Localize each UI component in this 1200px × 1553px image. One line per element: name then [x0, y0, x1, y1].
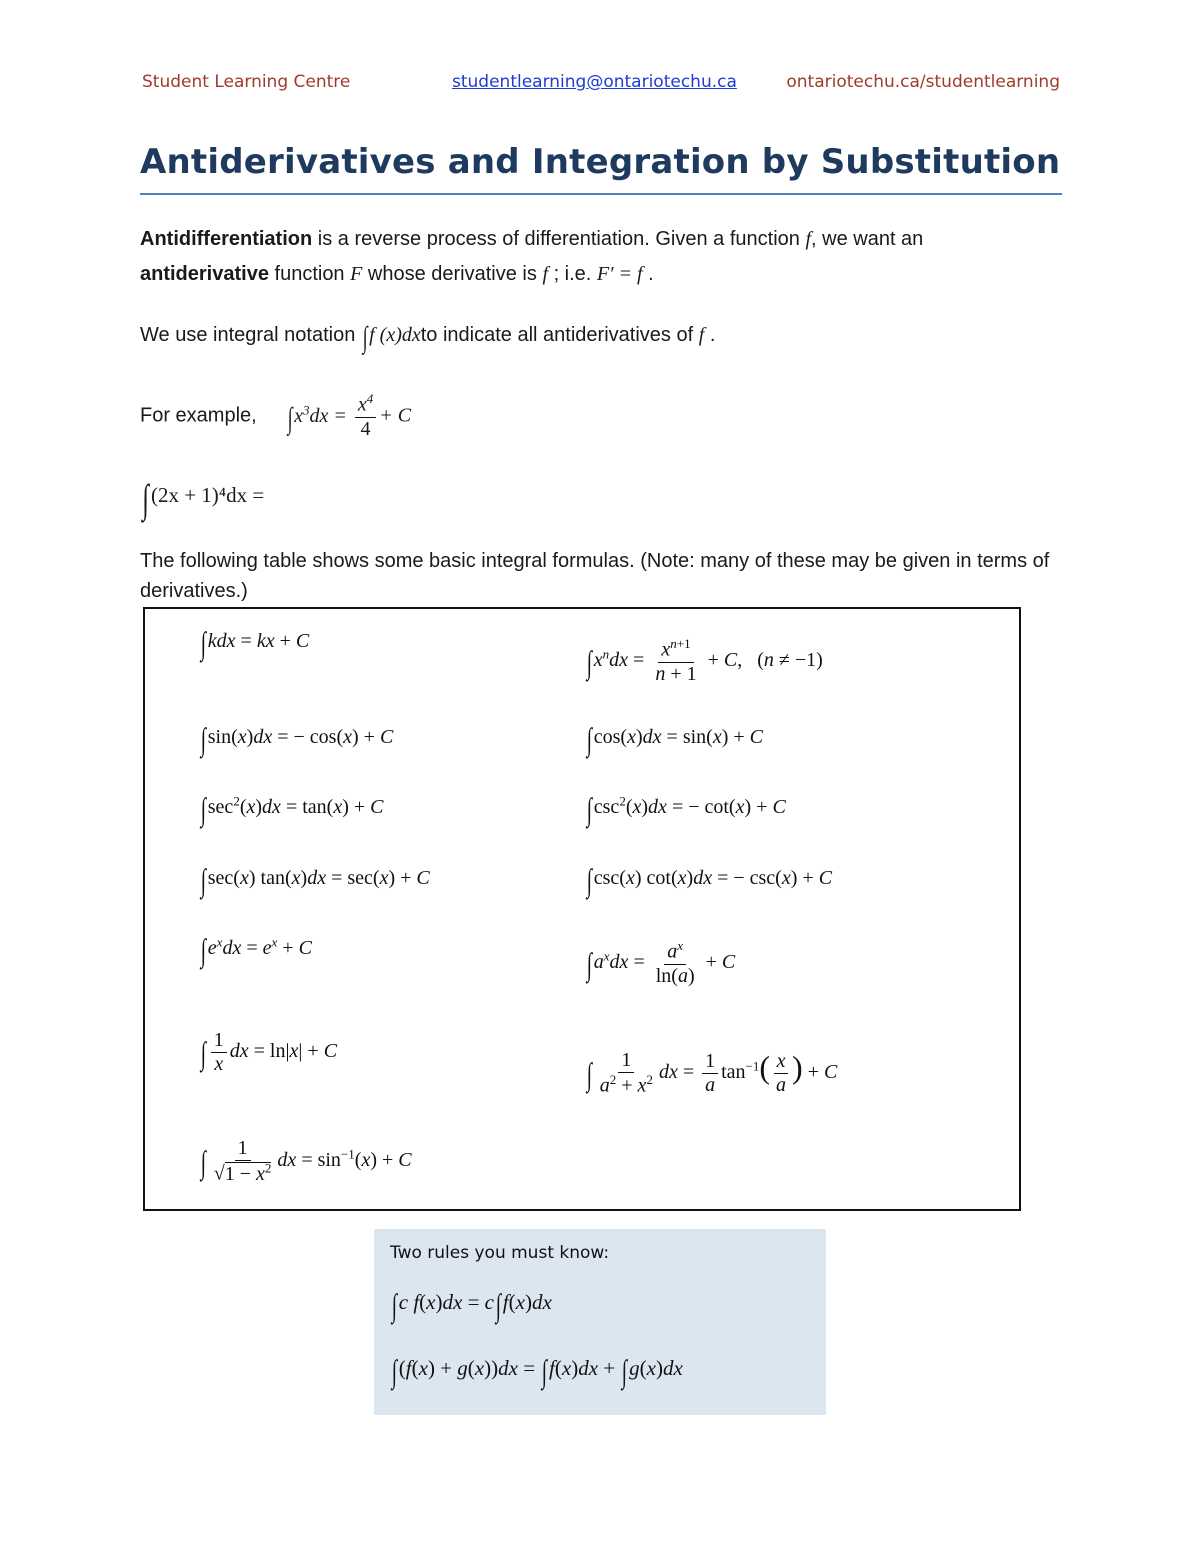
integral-notation: f (x)dx — [369, 324, 421, 346]
formula-reciprocal: ∫ $\frac{1}{x}$ dx = ln|x| + C — [200, 1029, 338, 1075]
formula-constant: ∫kdx = kx + C — [200, 625, 310, 661]
exercise-expression: (2x + 1)⁴dx = — [150, 483, 265, 507]
page-header — [142, 72, 1060, 98]
header-website: ontariotechu.ca/studentlearning — [786, 72, 1060, 92]
rule-constant-multiple: ∫c f(x)dx = c∫f(x)dx — [391, 1287, 552, 1323]
rule-sum: ∫(f(x) + g(x))dx = ∫f(x)dx + ∫g(x)dx — [391, 1353, 683, 1389]
term-antiderivative: antiderivative — [140, 263, 269, 285]
integral-sign: ∫ — [362, 321, 368, 354]
formula-table — [143, 607, 1021, 1211]
formula-exp: $\int e^xdx = e^x + C$ — [200, 932, 312, 968]
formula-arcsin: ∫ $\frac{1}{√1 - x^2}$ dx = $\sin^{-1}(x) + C$ — [200, 1137, 412, 1185]
formula-arctan: ∫ $\frac{1}{a^2 + x^2}$ dx = $\frac{1}{a}$ $\tan^{-1}$( $\frac{x}{a}$ ) + C — [586, 1049, 838, 1097]
exercise-line: ∫ (2x + 1)⁴dx = — [142, 476, 265, 521]
formula-a-power: $\int a^xdx$ = $\frac{a^x}{\ln(a)}$ + C — [586, 938, 736, 987]
formula-sec-squared: $\int\sec^2(x)dx = \tan(x) + C$ — [200, 791, 384, 827]
derivative-relation: F′ = f — [596, 263, 643, 285]
notation-paragraph: We use integral notation ∫f (x)dxto indicate all antiderivatives of f . — [140, 321, 716, 354]
formula-cos: ∫cos(x)dx = sin(x) + C — [586, 721, 764, 757]
intro-paragraph: Antidifferentiation is a reverse process of differentiation. Given a function f, we want an antiderivative function F whose derivative is f ; i.e. F′ = f . — [140, 228, 924, 285]
formula-sec-tan: ∫sec(x) tan(x)dx = sec(x) + C — [200, 862, 430, 898]
header-email-link[interactable]: studentlearning@ontariotechu.ca — [452, 72, 737, 92]
rules-label: Two rules you must know: — [390, 1243, 610, 1263]
symbol-f: f — [805, 228, 812, 250]
term-antidifferentiation: Antidifferentiation — [140, 228, 313, 250]
formula-csc-squared: $\int\csc^2(x)dx$ = − cot(x) + C — [586, 791, 786, 827]
formula-csc-cot: ∫csc(x) cot(x)dx = − csc(x) + C — [586, 862, 833, 898]
table-intro: The following table shows some basic integral formulas. (Note: many of these may be given in terms of derivatives.) — [140, 550, 1050, 602]
title-underline — [140, 193, 1062, 195]
page-title: Antiderivatives and Integration by Substitution — [140, 142, 1061, 182]
formula-power: $\int x^ndx$ = $\frac{x^{n+1}}{n + 1}$ + C, (n ≠ −1) — [586, 636, 823, 685]
header-centre-name: Student Learning Centre — [142, 72, 351, 92]
example-paragraph: For example, $\int x^3dx$ = $\frac{x^4}{4}$ + C — [140, 391, 412, 440]
formula-sin: ∫sin(x)dx = − cos(x) + C — [200, 721, 394, 757]
two-rules-box — [374, 1229, 826, 1415]
example-formula: $x^3dx$ = — [294, 402, 352, 427]
